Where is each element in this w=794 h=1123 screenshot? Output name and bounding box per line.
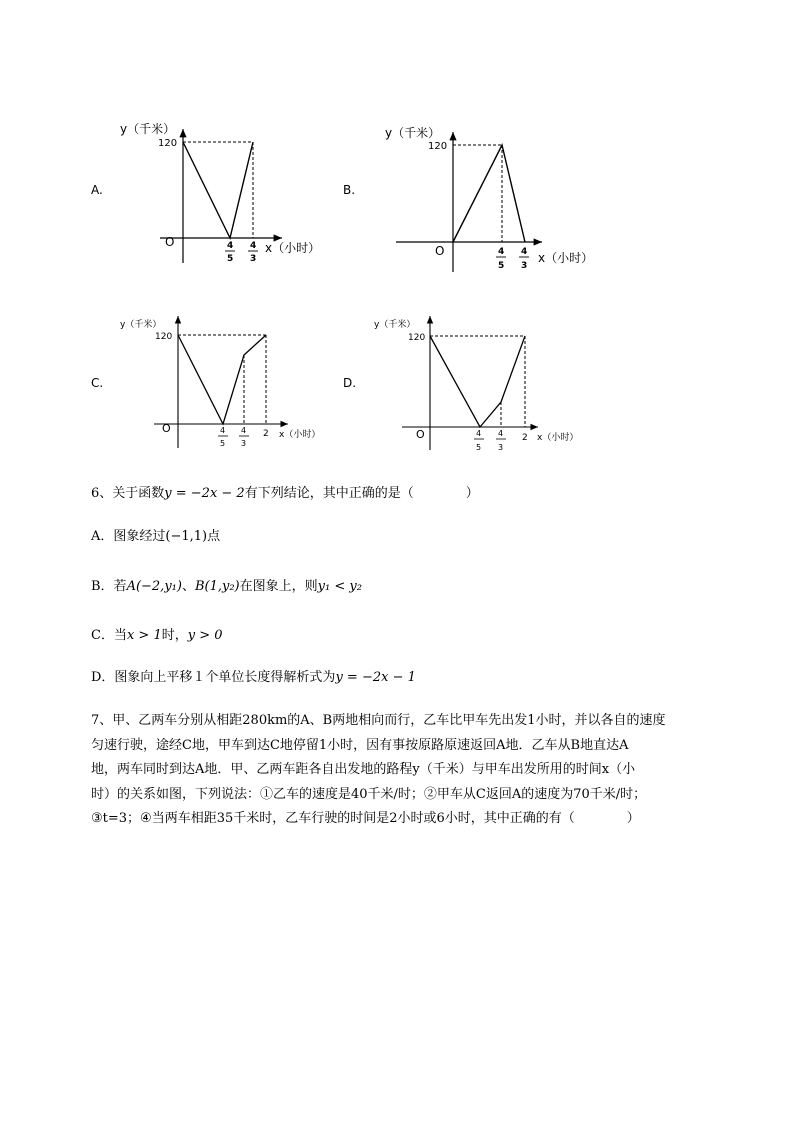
q6-function: y = −2x − 2 bbox=[164, 486, 245, 501]
origin-label: O bbox=[162, 422, 171, 435]
point-b: B(1,y₂) bbox=[194, 579, 240, 594]
x-tick-num: 4 bbox=[227, 241, 234, 251]
graph-d bbox=[370, 310, 600, 460]
graph-b bbox=[370, 115, 600, 280]
x-label: x（小时） bbox=[537, 433, 579, 443]
x-tick-den: 3 bbox=[521, 261, 528, 271]
x-tick-num: 4 bbox=[498, 429, 504, 438]
x-tick-den: 3 bbox=[498, 443, 504, 452]
origin-label: O bbox=[416, 428, 425, 441]
q7-line: 匀速行驶，途经C地，甲车到达C地停留1小时，因有事按原路原速返回A地．乙车从B地直达A bbox=[91, 737, 629, 753]
x-tick-den: 3 bbox=[250, 254, 257, 264]
x-label: x（小时） bbox=[538, 251, 594, 265]
y-label: y（千米） bbox=[120, 320, 162, 330]
x-tick-num: 4 bbox=[476, 429, 482, 438]
x-tick-num: 4 bbox=[250, 241, 257, 251]
q7-line: 时）的关系如图，下列说法：①乙车的速度是40千米/时；②甲车从C返回A的速度为70千米/时； bbox=[91, 786, 647, 802]
x-tick-num: 4 bbox=[241, 426, 247, 435]
x-label: x（小时） bbox=[265, 241, 321, 255]
x-tick-num: 4 bbox=[521, 247, 528, 257]
graph-line bbox=[183, 142, 253, 238]
point: (−1,1) bbox=[165, 529, 208, 544]
x-tick-2: 2 bbox=[263, 429, 269, 439]
x-tick-den: 5 bbox=[227, 254, 234, 264]
x-tick-den: 5 bbox=[498, 261, 505, 271]
point-a: A(−2,y₁) bbox=[126, 579, 182, 594]
expression: y = −2x − 1 bbox=[335, 670, 416, 685]
q6-option-b: B．若A(−2,y₁)、B(1,y₂)在图象上，则y₁ < y₂ bbox=[91, 579, 362, 594]
origin-label: O bbox=[165, 235, 175, 249]
y-label: y（千米） bbox=[120, 122, 176, 136]
y-tick-120: 120 bbox=[158, 138, 178, 149]
x-tick-2: 2 bbox=[522, 433, 528, 443]
option-c-label: C. bbox=[91, 376, 104, 390]
option-a-label: A. bbox=[91, 183, 103, 197]
x-tick-num: 4 bbox=[498, 247, 505, 257]
q7-line: ③t=3；④当两车相距35千米时，乙车行驶的时间是2小时或6小时，其中正确的有（ ） bbox=[91, 811, 640, 826]
y-label: y（千米） bbox=[374, 320, 416, 330]
x-tick-num: 4 bbox=[220, 426, 226, 435]
result: y > 0 bbox=[187, 628, 223, 643]
condition: x > 1 bbox=[126, 628, 162, 643]
q6-option-d: D．图象向上平移１个单位长度得解析式为y = −2x − 1 bbox=[91, 670, 416, 685]
y-tick-120: 120 bbox=[408, 333, 426, 343]
q6-option-a: A．图象经过(−1,1)点 bbox=[91, 529, 221, 544]
q7-line: 地，两车同时到达A地．甲、乙两车距各自出发地的路程y（千米）与甲车出发所用的时间x（小 bbox=[91, 762, 636, 777]
relation: y₁ < y₂ bbox=[317, 579, 362, 594]
q6-stem: 6、关于函数y = −2x − 2有下列结论，其中正确的是（ ） bbox=[91, 486, 479, 501]
x-tick-den: 5 bbox=[476, 443, 482, 452]
origin-label: O bbox=[435, 244, 445, 258]
option-b-label: B. bbox=[343, 183, 356, 197]
graph-a bbox=[110, 115, 340, 270]
q7-line: 7、甲、乙两车分别从相距280km的A、B两地相向而行，乙车比甲车先出发1小时，并以各自的速度 bbox=[91, 713, 666, 728]
graph-line bbox=[178, 335, 266, 424]
graph-c bbox=[110, 310, 340, 460]
q7-paragraph bbox=[91, 709, 731, 832]
graph-line bbox=[430, 336, 525, 427]
y-tick-120: 120 bbox=[428, 141, 448, 152]
q6-option-c: C．当x > 1时，y > 0 bbox=[91, 628, 223, 643]
x-label: x（小时） bbox=[279, 430, 321, 440]
x-tick-den: 3 bbox=[241, 439, 247, 448]
x-tick-den: 5 bbox=[220, 439, 226, 448]
option-d-label: D. bbox=[343, 376, 357, 390]
y-label: y（千米） bbox=[385, 126, 441, 140]
y-tick-120: 120 bbox=[155, 332, 173, 342]
graph-line bbox=[453, 145, 525, 242]
